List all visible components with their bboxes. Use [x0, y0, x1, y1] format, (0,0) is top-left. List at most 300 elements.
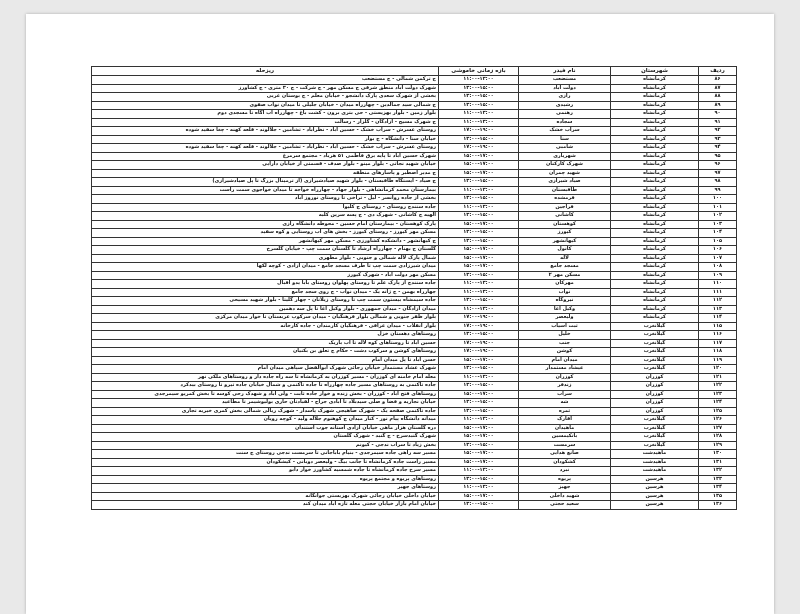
- cell-time-window: ۱۱:۰۰-۱۳:۰۰: [439, 373, 519, 382]
- cell-feeder: سراب خشک: [519, 127, 611, 136]
- cell-time-window: ۱۵:۰۰-۱۷:۰۰: [439, 152, 519, 161]
- cell-city: کرمانشاه: [611, 169, 699, 178]
- cell-row-number: ۱۰۲: [699, 212, 737, 221]
- cell-time-window: ۱۷:۰۰-۱۹:۰۰: [439, 127, 519, 136]
- cell-feeder: کوشن: [519, 348, 611, 357]
- cell-feeder: شهریاری: [519, 152, 611, 161]
- cell-area: خیابان شهید نجاتی - بلوار مینو - بلوار صدف - قسمتی از خیابان دارایی: [92, 161, 439, 170]
- cell-area: ج صیاد - ایستگاه طاقبستان - بلوار شهید صیادشیرازی (از ترمینال بزرگ تا پل صیادشیرازی): [92, 178, 439, 187]
- cell-time-window: ۱۳:۰۰-۱۵:۰۰: [439, 407, 519, 416]
- table-row: [92, 118, 737, 127]
- cell-area: بلوار انقلاب - میدان عراقی - فرهنگیان کارمندان - جاده کارخانه: [92, 322, 439, 331]
- cell-feeder: سراب: [519, 390, 611, 399]
- cell-feeder: رازی: [519, 93, 611, 102]
- cell-area: روستاهای کوشن و سرکوب دشت - حکام ج تعلق بن بکنیان: [92, 348, 439, 357]
- cell-row-number: ۹۲: [699, 127, 737, 136]
- cell-time-window: ۱۳:۰۰-۱۵:۰۰: [439, 237, 519, 246]
- cell-row-number: ۹۳: [699, 135, 737, 144]
- cell-row-number: ۱۱۷: [699, 339, 737, 348]
- cell-area: شهرک عشاد مستمدار خیابان رجائی شهرک ابوالفضل سپاهی میدان امام: [92, 365, 439, 374]
- cell-time-window: ۱۵:۰۰-۱۷:۰۰: [439, 161, 519, 170]
- cell-city: هرسین: [611, 484, 699, 493]
- cell-area: مسیر سرخ جاده کرمانشاه تا جاده شمسیه کشاورز خوار دابو: [92, 467, 439, 476]
- cell-city: ماهیدشت: [611, 467, 699, 476]
- cell-area: ج مدیر اصطبر و پاسارهای منطقه: [92, 169, 439, 178]
- cell-time-window: ۱۱:۰۰-۱۳:۰۰: [439, 280, 519, 289]
- cell-area: مسکن مهر کیورز - روستای کیورز - بخش های آب روستایی و کوه سفید: [92, 229, 439, 238]
- cell-time-window: ۱۵:۰۰-۱۷:۰۰: [439, 169, 519, 178]
- cell-feeder: سجاده: [519, 118, 611, 127]
- cell-row-number: ۱۱۰: [699, 280, 737, 289]
- table-row: [92, 152, 737, 161]
- table-row: [92, 492, 737, 501]
- cell-city: کرمانشاه: [611, 144, 699, 153]
- table-row: [92, 84, 737, 93]
- table-row: [92, 297, 737, 306]
- table-row: [92, 399, 737, 408]
- cell-time-window: ۱۳:۰۰-۱۵:۰۰: [439, 135, 519, 144]
- cell-feeder: لاله: [519, 254, 611, 263]
- cell-area: شهرک گنبدسرخ - ج گنبد - شهرک گلستان: [92, 433, 439, 442]
- cell-area: جاده تاکنمی صفحه یک - شهرک صاهیجی شهرک پاسدار - شهرک ریالی شمالی بخش کمری خیریه تجاری: [92, 407, 439, 416]
- cell-feeder: دولت آباد: [519, 84, 611, 93]
- table-row: [92, 93, 737, 102]
- cell-area: بلوار زمین - بلوار بهزیستی - حی بتری برون - کشت باغ - چهارراه آب آگاه تا مسجدی دوم: [92, 110, 439, 119]
- cell-feeder: جهیز: [519, 484, 611, 493]
- cell-row-number: ۱۰۰: [699, 195, 737, 204]
- outage-schedule-table: [91, 66, 737, 510]
- cell-city: هرسین: [611, 501, 699, 510]
- cell-time-window: ۱۵:۰۰-۱۷:۰۰: [439, 433, 519, 442]
- cell-area: روستاهای دهستان خزل: [92, 331, 439, 340]
- cell-row-number: ۱۱۸: [699, 348, 737, 357]
- table-row: [92, 407, 737, 416]
- cell-feeder: عیشاد مستمدار: [519, 365, 611, 374]
- cell-city: کرمانشاه: [611, 203, 699, 212]
- cell-feeder: ماهیدان: [519, 424, 611, 433]
- cell-time-window: ۱۳:۰۰-۱۵:۰۰: [439, 382, 519, 391]
- cell-time-window: ۱۷:۰۰-۱۹:۰۰: [439, 144, 519, 153]
- table-row: [92, 178, 737, 187]
- cell-feeder: مسکن مهر ۲: [519, 271, 611, 280]
- cell-feeder: زندفر: [519, 382, 611, 391]
- cell-time-window: ۱۷:۰۰-۱۹:۰۰: [439, 339, 519, 348]
- cell-feeder: شامبی: [519, 144, 611, 153]
- cell-time-window: ۱۵:۰۰-۱۷:۰۰: [439, 390, 519, 399]
- table-row: [92, 458, 737, 467]
- column-header-time-window: بازه زمانی خاموشی: [439, 67, 519, 76]
- cell-feeder: نبرد: [519, 467, 611, 476]
- cell-feeder: فراجین: [519, 203, 611, 212]
- cell-feeder: کیورز: [519, 229, 611, 238]
- cell-time-window: ۱۱:۰۰-۱۳:۰۰: [439, 203, 519, 212]
- cell-time-window: ۱۱:۰۰-۱۳:۰۰: [439, 110, 519, 119]
- cell-row-number: ۹۵: [699, 152, 737, 161]
- table-row: [92, 441, 737, 450]
- cell-feeder: شه: [519, 399, 611, 408]
- cell-row-number: ۸۹: [699, 101, 737, 110]
- cell-area: حسن آباد تا پل میدان امام: [92, 356, 439, 365]
- cell-area: ج کیهانشهر - دانشکده کشاورزی - مسکن مهر کیهانشهر: [92, 237, 439, 246]
- cell-time-window: ۱۱:۰۰-۱۳:۰۰: [439, 186, 519, 195]
- cell-row-number: ۱۲۵: [699, 407, 737, 416]
- cell-row-number: ۱۲۱: [699, 373, 737, 382]
- table-row: [92, 484, 737, 493]
- cell-feeder: کیهانشهر: [519, 237, 611, 246]
- cell-time-window: ۱۳:۰۰-۱۵:۰۰: [439, 441, 519, 450]
- cell-row-number: ۱۳۱: [699, 458, 737, 467]
- cell-time-window: ۱۷:۰۰-۱۹:۰۰: [439, 322, 519, 331]
- cell-area: جاده سیمشاه بیستون سمت چپ تا روستای زیلانان - چهار گلیتا - بلوار شهید مسیحی: [92, 297, 439, 306]
- cell-row-number: ۱۰۶: [699, 246, 737, 255]
- cell-time-window: ۱۵:۰۰-۱۷:۰۰: [439, 263, 519, 272]
- cell-row-number: ۹۸: [699, 178, 737, 187]
- table-row: [92, 237, 737, 246]
- cell-area: جاده سنندج روستای - روستای ج کلیوا: [92, 203, 439, 212]
- cell-area: معله امام خامنه ای کوزران - مسیر کوزران به کرمانشاه تا سه راه جاده دار و روستاهای ملکی نهر: [92, 373, 439, 382]
- cell-row-number: ۱۲۶: [699, 416, 737, 425]
- cell-city: کرمانشاه: [611, 93, 699, 102]
- cell-time-window: ۱۵:۰۰-۱۷:۰۰: [439, 450, 519, 459]
- table-row: [92, 220, 737, 229]
- table-row: [92, 416, 737, 425]
- cell-area: میدان شیرزادی سمت چپ تا طرف مسجد جامع - میدان آزادی - کوچه لکها: [92, 263, 439, 272]
- cell-feeder: نواب: [519, 288, 611, 297]
- cell-city: کرمانشاه: [611, 110, 699, 119]
- cell-row-number: ۱۳۶: [699, 501, 737, 510]
- cell-row-number: ۱۰۹: [699, 271, 737, 280]
- table-row: [92, 424, 737, 433]
- cell-city: گیلانغرب: [611, 416, 699, 425]
- cell-time-window: ۱۳:۰۰-۱۵:۰۰: [439, 331, 519, 340]
- cell-area: ج شهرک مسیح - آزادگان - گلزار - رسالت: [92, 118, 439, 127]
- column-header-row-number: ردیف: [699, 67, 737, 76]
- cell-feeder: اقارک: [519, 416, 611, 425]
- cell-area: شهرک حسین آباد تا پایه برق فاطمی ۵۱ هرباد - مجتمع سرمرغ: [92, 152, 439, 161]
- cell-row-number: ۱۰۳: [699, 220, 737, 229]
- table-row: [92, 467, 737, 476]
- cell-city: کرمانشاه: [611, 127, 699, 136]
- cell-row-number: ۱۲۲: [699, 382, 737, 391]
- cell-area: روستای عسرش - سراب خشک - حسین آباد - نظرآباد - تشامین - جلالوند - قلعه کهنه - چغا سفید شوده: [92, 144, 439, 153]
- table-row: [92, 280, 737, 289]
- column-header-feeder: نام فیدر: [519, 67, 611, 76]
- cell-area: الهیه ج کاشانی - شهرک دی - ج پسه سرین کلبه: [92, 212, 439, 221]
- table-row: [92, 186, 737, 195]
- cell-area: میدان آزادگان - میدان جمهوری - بلوار وکیل آغا تا پل سه دهمین: [92, 305, 439, 314]
- cell-city: کرمانشاه: [611, 101, 699, 110]
- table-row: [92, 305, 737, 314]
- cell-area: بلوار ظفر جنوبی و شمالی بلوار فرهنگیان - میدان سرکوپ عربستان تا خوار میدان مرکزی: [92, 314, 439, 323]
- cell-row-number: ۸۶: [699, 76, 737, 85]
- cell-city: کوزران: [611, 382, 699, 391]
- cell-city: کرمانشاه: [611, 288, 699, 297]
- table-row: [92, 127, 737, 136]
- cell-time-window: ۱۱:۰۰-۱۳:۰۰: [439, 467, 519, 476]
- table-row: [92, 450, 737, 459]
- cell-area: دره گلستان هزار ماهی خیابان آزادی آستانه جوب استندان: [92, 424, 439, 433]
- cell-row-number: ۱۳۰: [699, 450, 737, 459]
- cell-feeder: رشیدی: [519, 101, 611, 110]
- cell-row-number: ۱۲۳: [699, 390, 737, 399]
- cell-area: بخشی از جاده روانسر - لیل - تراخی تا روستای نوروز آباد: [92, 195, 439, 204]
- cell-area: خیابان داخلی خیابان رجائی شهرک بهزیستی جوانگانه: [92, 492, 439, 501]
- cell-city: کرمانشاه: [611, 84, 699, 93]
- cell-time-window: ۱۱:۰۰-۱۳:۰۰: [439, 416, 519, 425]
- cell-time-window: ۱۳:۰۰-۱۵:۰۰: [439, 212, 519, 221]
- cell-time-window: ۱۳:۰۰-۱۵:۰۰: [439, 475, 519, 484]
- cell-time-window: ۱۷:۰۰-۱۹:۰۰: [439, 314, 519, 323]
- table-row: [92, 229, 737, 238]
- cell-city: کرمانشاه: [611, 263, 699, 272]
- cell-city: کرمانشاه: [611, 220, 699, 229]
- cell-row-number: ۱۱۵: [699, 322, 737, 331]
- table-row: [92, 288, 737, 297]
- cell-city: کرمانشاه: [611, 135, 699, 144]
- cell-row-number: ۱۲۸: [699, 433, 737, 442]
- cell-feeder: جنب: [519, 339, 611, 348]
- cell-row-number: ۹۱: [699, 118, 737, 127]
- cell-row-number: ۹۴: [699, 144, 737, 153]
- cell-area: چهارراه بهمن - ج ژانه یک - میدان نواب - ج روی سجد جامع: [92, 288, 439, 297]
- cell-row-number: ۱۱۴: [699, 314, 737, 323]
- cell-city: گیلانغرب: [611, 339, 699, 348]
- cell-row-number: ۱۱۲: [699, 297, 737, 306]
- cell-city: کرمانشاه: [611, 186, 699, 195]
- cell-city: گیلانغرب: [611, 348, 699, 357]
- cell-time-window: ۱۱:۰۰-۱۳:۰۰: [439, 484, 519, 493]
- table-row: [92, 501, 737, 510]
- cell-city: کرمانشاه: [611, 76, 699, 85]
- cell-city: کرمانشاه: [611, 152, 699, 161]
- cell-area: روستاهای پریوه و مجتمع پریوه: [92, 475, 439, 484]
- cell-row-number: ۱۰۱: [699, 203, 737, 212]
- cell-row-number: ۹۷: [699, 169, 737, 178]
- cell-feeder: کوزران: [519, 373, 611, 382]
- cell-row-number: ۱۰۷: [699, 254, 737, 263]
- cell-time-window: ۱۱:۰۰-۱۳:۰۰: [439, 76, 519, 85]
- document-page: [26, 14, 774, 614]
- cell-area: روستاهای جهیر: [92, 484, 439, 493]
- table-row: [92, 246, 737, 255]
- table-row: [92, 263, 737, 272]
- table-row: [92, 76, 737, 85]
- cell-feeder: سنا: [519, 135, 611, 144]
- cell-feeder: شهید چمران: [519, 169, 611, 178]
- cell-feeder: کانول: [519, 246, 611, 255]
- cell-row-number: ۱۱۳: [699, 305, 737, 314]
- cell-row-number: ۱۳۲: [699, 467, 737, 476]
- cell-time-window: ۱۵:۰۰-۱۷:۰۰: [439, 458, 519, 467]
- cell-feeder: پریوه: [519, 475, 611, 484]
- cell-time-window: ۱۳:۰۰-۱۵:۰۰: [439, 178, 519, 187]
- cell-time-window: ۱۱:۰۰-۱۳:۰۰: [439, 305, 519, 314]
- cell-city: کرمانشاه: [611, 305, 699, 314]
- cell-city: ماهیدشت: [611, 458, 699, 467]
- cell-feeder: کوهستان: [519, 220, 611, 229]
- table-row: [92, 110, 737, 119]
- cell-area: پارک کوهستان - بیمارستان امام حسین - محوطه دانشگاه رازی: [92, 220, 439, 229]
- cell-row-number: ۱۱۱: [699, 288, 737, 297]
- cell-feeder: صیاد شیرازی: [519, 178, 611, 187]
- cell-city: کوزران: [611, 390, 699, 399]
- table-row: [92, 212, 737, 221]
- cell-row-number: ۹۶: [699, 161, 737, 170]
- cell-area: مسکن مهر دولت آباد - شهرک کیورز: [92, 271, 439, 280]
- table-row: [92, 101, 737, 110]
- cell-city: کرمانشاه: [611, 229, 699, 238]
- cell-city: کوزران: [611, 373, 699, 382]
- cell-row-number: ۱۲۹: [699, 441, 737, 450]
- cell-city: کوزران: [611, 399, 699, 408]
- cell-feeder: شهید داخلی: [519, 492, 611, 501]
- cell-row-number: ۹۹: [699, 186, 737, 195]
- cell-row-number: ۱۲۴: [699, 399, 737, 408]
- cell-time-window: ۱۵:۰۰-۱۷:۰۰: [439, 492, 519, 501]
- cell-row-number: ۱۳۳: [699, 475, 737, 484]
- cell-city: گیلانغرب: [611, 331, 699, 340]
- cell-row-number: ۹۰: [699, 110, 737, 119]
- cell-area: روستاهای فتح آباد - کوزران - بخش زنده و خوار جاده ثابت - ولی آباد و شهدک رحی کوسه تا بخش کمریو سیمرجدی: [92, 390, 439, 399]
- table-row: [92, 356, 737, 365]
- cell-time-window: ۱۳:۰۰-۱۵:۰۰: [439, 297, 519, 306]
- cell-feeder: خلیل: [519, 331, 611, 340]
- cell-city: کرمانشاه: [611, 178, 699, 187]
- table-row: [92, 339, 737, 348]
- table-row: [92, 373, 737, 382]
- cell-feeder: ولیعصر: [519, 314, 611, 323]
- cell-area: مسیر راست جاده کرمانشاه تا جانب بیگ - ولیعصر دوبانی - کیشکودان: [92, 458, 439, 467]
- cell-row-number: ۱۱۶: [699, 331, 737, 340]
- table-row: [92, 475, 737, 484]
- cell-area: شهرک دولت آباد منطق شرقی ج مسکن مهر - ج شرکت - ج ۳۰ متری - ج کشاورز: [92, 84, 439, 93]
- cell-area: خیابان نجاریه و فضا و صلی سیدبلاد تا آبادی جراح - لفبادتان حاری بولیوشیمر تا مطاعید: [92, 399, 439, 408]
- cell-time-window: ۱۳:۰۰-۱۵:۰۰: [439, 365, 519, 374]
- cell-time-window: ۱۱:۰۰-۱۳:۰۰: [439, 288, 519, 297]
- table-header-row: [92, 67, 737, 76]
- cell-feeder: میدان امام: [519, 356, 611, 365]
- cell-area: میدانه دانشگاه پیام نور - کنار میدان ج کوهنوم جلاله ولید - کوچه رویان: [92, 416, 439, 425]
- cell-feeder: سعید حجتی: [519, 501, 611, 510]
- cell-area: روستای عسرش - سراب خشک - حسین آباد - نظرآباد - تشامین - جلالوند - قلعه کهنه - چغا سفید شوده: [92, 127, 439, 136]
- cell-row-number: ۸۷: [699, 84, 737, 93]
- cell-time-window: ۱۵:۰۰-۱۷:۰۰: [439, 424, 519, 433]
- cell-city: گیلانغرب: [611, 424, 699, 433]
- cell-row-number: ۱۲۰: [699, 365, 737, 374]
- cell-area: بخشی از شهرک سعدی پارک دانشجو - خیابان معلم - ج بوستان غربی: [92, 93, 439, 102]
- cell-time-window: ۱۱:۰۰-۱۳:۰۰: [439, 118, 519, 127]
- cell-row-number: ۱۰۴: [699, 229, 737, 238]
- cell-city: کرمانشاه: [611, 246, 699, 255]
- cell-time-window: ۱۵:۰۰-۱۷:۰۰: [439, 254, 519, 263]
- cell-city: هرسین: [611, 492, 699, 501]
- cell-city: گیلانغرب: [611, 365, 699, 374]
- cell-row-number: ۸۸: [699, 93, 737, 102]
- cell-time-window: ۱۳:۰۰-۱۵:۰۰: [439, 501, 519, 510]
- cell-feeder: فرمشده: [519, 195, 611, 204]
- cell-city: کرمانشاه: [611, 280, 699, 289]
- cell-city: کرمانشاه: [611, 271, 699, 280]
- table-row: [92, 314, 737, 323]
- table-row: [92, 365, 737, 374]
- cell-city: گیلانغرب: [611, 441, 699, 450]
- cell-time-window: ۱۳:۰۰-۱۵:۰۰: [439, 229, 519, 238]
- cell-city: کرمانشاه: [611, 118, 699, 127]
- table-row: [92, 322, 737, 331]
- cell-feeder: صانع هدایی: [519, 450, 611, 459]
- cell-city: کرمانشاه: [611, 254, 699, 263]
- cell-feeder: سرمست: [519, 441, 611, 450]
- table-row: [92, 433, 737, 442]
- cell-time-window: ۱۳:۰۰-۱۵:۰۰: [439, 271, 519, 280]
- cell-feeder: شهرک کارکنان: [519, 161, 611, 170]
- table-row: [92, 161, 737, 170]
- cell-city: هرسین: [611, 475, 699, 484]
- cell-city: گیلانغرب: [611, 356, 699, 365]
- cell-feeder: رهنمی: [519, 110, 611, 119]
- cell-time-window: ۱۵:۰۰-۱۷:۰۰: [439, 220, 519, 229]
- cell-area: خیابان سنا - دانشگاه - ج بوار: [92, 135, 439, 144]
- table-row: [92, 135, 737, 144]
- cell-feeder: مستضعب: [519, 76, 611, 85]
- cell-feeder: وکیل آغا: [519, 305, 611, 314]
- cell-area: ج ترکمن شمالی - ج مستضعب: [92, 76, 439, 85]
- cell-city: کوزران: [611, 407, 699, 416]
- cell-feeder: مسجد جامع: [519, 263, 611, 272]
- cell-time-window: ۱۳:۰۰-۱۵:۰۰: [439, 101, 519, 110]
- table-row: [92, 348, 737, 357]
- cell-feeder: ثبت آسیاب: [519, 322, 611, 331]
- cell-city: گیلانغرب: [611, 433, 699, 442]
- cell-feeder: طاقبستان: [519, 186, 611, 195]
- cell-feeder: کاشانی: [519, 212, 611, 221]
- table-row: [92, 144, 737, 153]
- cell-area: ج شمالی سید جمالدین - چهارراه میدان - خیابان جلیلی تا میدان نواب صفوی: [92, 101, 439, 110]
- cell-row-number: ۱۱۹: [699, 356, 737, 365]
- cell-time-window: ۱۳:۰۰-۱۵:۰۰: [439, 195, 519, 204]
- cell-row-number: ۱۲۷: [699, 424, 737, 433]
- cell-city: کرمانشاه: [611, 297, 699, 306]
- table-row: [92, 254, 737, 263]
- table-row: [92, 195, 737, 204]
- table-row: [92, 382, 737, 391]
- cell-area: بیمارستان محمد کرمانشاهی - بلوار جهاد - چهارراه خواجه تا میدان خواجوی سمت راست: [92, 186, 439, 195]
- cell-feeder: مهرکان: [519, 280, 611, 289]
- cell-feeder: کشکودان: [519, 458, 611, 467]
- table-row: [92, 169, 737, 178]
- cell-time-window: ۱۳:۰۰-۱۵:۰۰: [439, 399, 519, 408]
- cell-time-window: ۱۷:۰۰-۱۹:۰۰: [439, 348, 519, 357]
- cell-area: خیابان امام بازار خیابان حجتی معله تازه آباد میدان کند: [92, 501, 439, 510]
- cell-row-number: ۱۰۸: [699, 263, 737, 272]
- column-header-city: شهرستان: [611, 67, 699, 76]
- table-row: [92, 390, 737, 399]
- table-row: [92, 271, 737, 280]
- cell-time-window: ۱۳:۰۰-۱۵:۰۰: [439, 84, 519, 93]
- table-row: [92, 203, 737, 212]
- cell-time-window: ۱۵:۰۰-۱۷:۰۰: [439, 356, 519, 365]
- cell-city: کرمانشاه: [611, 161, 699, 170]
- cell-row-number: ۱۳۴: [699, 484, 737, 493]
- table-row: [92, 331, 737, 340]
- cell-area: شمال پارک لاله شمالی و جنوبی - بلوار مطهری: [92, 254, 439, 263]
- cell-area: بخش زیاد تا سراب ندجی - کیونم: [92, 441, 439, 450]
- cell-area: گلستان ج بهنام - چهارراه ارشاد تا گلستان سمت چپ - خیابان گلسرخ: [92, 246, 439, 255]
- cell-feeder: ثمره: [519, 407, 611, 416]
- column-header-area: ریزحله: [92, 67, 439, 76]
- cell-area: جاده سنندج از پارک علم تا روستای پهلوان روستای بابا یدو اقبال: [92, 280, 439, 289]
- cell-time-window: ۱۵:۰۰-۱۷:۰۰: [439, 246, 519, 255]
